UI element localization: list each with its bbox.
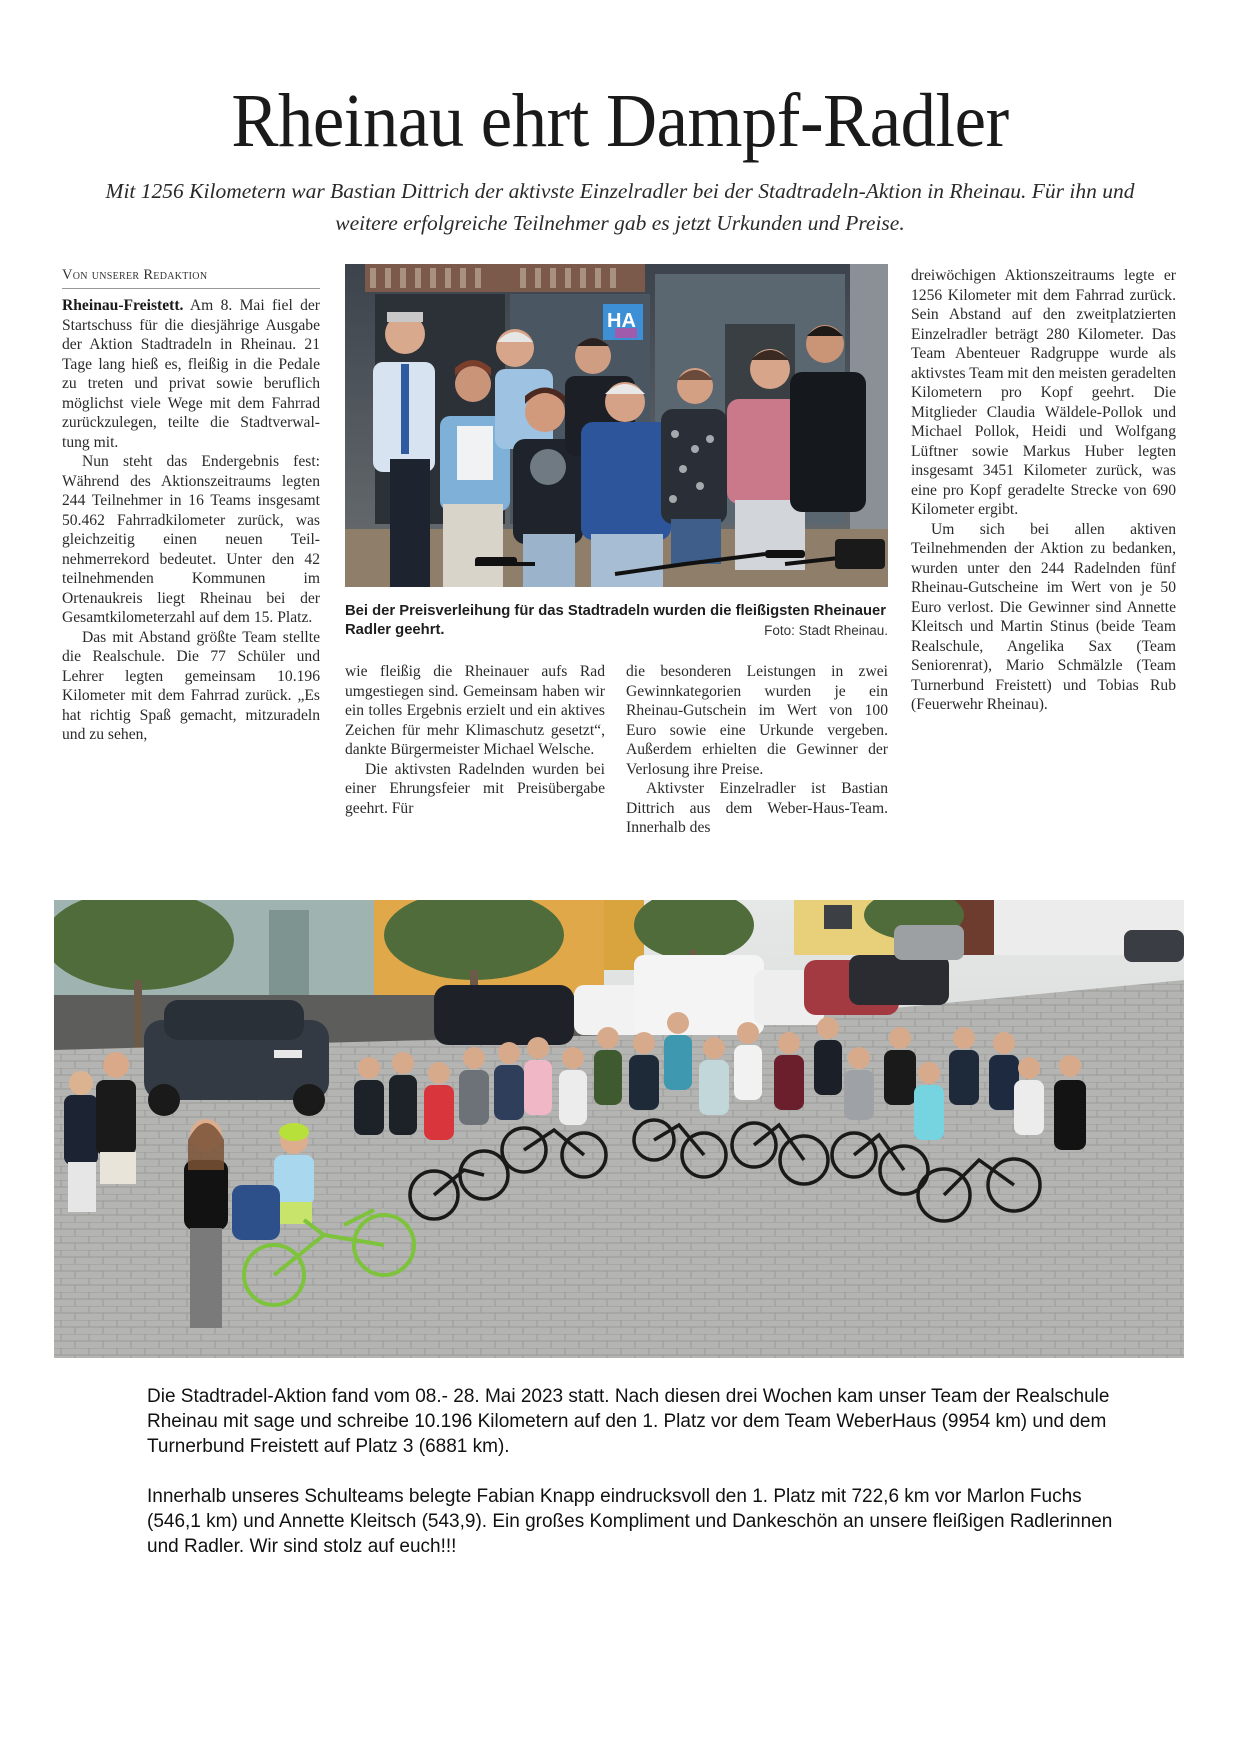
article-paragraph: Die aktivsten Radelnden wurden bei einer Ehrungsfeier mit Preisübergabe geehrt. Für — [345, 760, 605, 817]
article-paragraph: dreiwöchigen Aktionszeitraums legte er 1256 Kilometer mit dem Fahrrad zurück. Sein Abstand auf den zweitplatzierten Einzelradler beträgt 280 Kilometer. Das Team Abenteuer Radgruppe wurde als aktivstes Team mit den meisten geradelten Kilometern pro Kopf geehrt. Die Mitglieder Claudia Wäldele-Pollok und Michael Pollok, Heidi und Wolfgang Lüftner sowie Markus Huber legten insgesamt 3451 Kilometer zurück, was eine pro Kopf geradelte Strecke von 690 Kilometer ergibt. — [911, 267, 1176, 518]
article-column-4 — [911, 266, 1176, 715]
article-paragraph: Das mit Abstand größte Team stellte die Realschule. Die 77 Schüler und Lehrer legten gemeinsam 10.196 Kilometer mit dem Fahrrad zurück. „Es hat richtig Spaß gemacht, mitzuradeln und zu sehen, — [62, 628, 320, 743]
subheadline: Mit 1256 Kilometern war Bastian Dittrich der aktivste Einzelradler bei der Stadtradeln-Aktion in Rheinau. Für ihn und weitere erfolgreiche Teilnehmer gab es jetzt Urkunden und Preise. — [105, 179, 1135, 235]
article-paragraph: wie fleißig die Rheinauer aufs Rad umgestiegen sind. Gemeinsam haben wir ein tolles Ergebnis erzielt und ein aktives Zeichen für mehr Klimaschutz gesetzt“, dankte Bürgermeister Michael Welsche. — [345, 663, 605, 758]
byline: Von unserer Redaktion — [62, 267, 320, 289]
school-team-group-photo-illustration — [54, 900, 1184, 1358]
dateline: Rheinau-Freistett. — [62, 297, 184, 314]
award-ceremony-photo-illustration — [345, 264, 888, 587]
article-paragraph: die besonderen Leistungen in zwei Gewinnkategorien wurden je ein Rheinau-Gutschein im Wert von 100 Euro sowie eine Urkunde vergeben. Außerdem erhielten die Gewinner der Verlosung ihre Preise. — [626, 663, 888, 778]
article-column-3 — [626, 662, 888, 838]
article-paragraph: Um sich bei allen aktiven Teilnehmenden der Aktion zu bedanken, wurden unter den 244 Radelnden fünf Rheinau-Gutscheine im Wert von je 50 Euro verlost. Die Gewinner sind Annette Kleitsch und Martin Stinus (beide Team Realschule, Angelika Sax (Team Seniorenrat), Mario Schmälzle (Team Turnerbund Freistett) und Tobias Rub (Feuerwehr Rheinau). — [911, 520, 1176, 713]
school-note-paragraph: Die Stadtradel-Aktion fand vom 08.- 28. Mai 2023 statt. Nach diesen drei Wochen kam unser Team der Realschule Rheinau mit sage und schreibe 10.196 Kilometern auf den 1. Platz vor dem Team WeberHaus (9954 km) und dem Turnerbund Freistett auf Platz 3 (6881 km). — [147, 1386, 1110, 1457]
building-sign-text: HA — [607, 310, 636, 332]
photo-credit: Foto: Stadt Rheinau. — [764, 623, 888, 638]
photo-caption-text: Bei der Preisverleihung für das Stadtradeln wurden die fleißigsten Rheinauer Radler geehrt. — [345, 603, 887, 638]
article-paragraph — [62, 296, 320, 452]
school-note — [147, 1384, 1127, 1584]
article-column-2 — [345, 662, 605, 818]
paragraph-text: Am 8. Mai fiel der Startschuss für die diesjährige Ausgabe der Aktion Stadtradeln in Rheinau. 21 Tage lang hieß es, fleißig in die Pedale zu treten und privat sowie beruflich möglichst viele Wege mit dem Fahrrad zurückzulegen, teilte die Stadtverwaltung mit. — [62, 297, 320, 451]
article-paragraph: Aktivster Einzelradler ist Bastian Dittrich aus dem Weber-Haus-Team. Innerhalb des — [626, 780, 888, 836]
school-team-group-photo — [54, 900, 1184, 1358]
article-paragraph: Nun steht das Endergebnis fest: Während des Aktionszeitraums legten 244 Teilnehmer in 16 Teams insgesamt 50.462 Fahrradkilometer zurück, was gleichzeitig einen neuen Teilnehmerrekord bedeutet. Unter den 42 teilnehmenden Kommunen im Ortenaukreis liegt Rheinau bei der Gesamtkilometerzahl auf dem 15. Platz. — [62, 453, 320, 626]
school-note-paragraph: Innerhalb unseres Schulteams belegte Fabian Knapp eindrucksvoll den 1. Platz mit 722,6 km vor Marlon Fuchs (546,1 km) und Annette Kleitsch (543,9). Ein großes Kompliment und Dankeschön an unsere fleißigen Radlerinnen und Radler. Wir sind stolz auf euch!!! — [147, 1486, 1113, 1557]
photo-caption — [345, 602, 888, 640]
headline: Rheinau ehrt Dampf-Radler — [231, 79, 1009, 163]
article-column-1 — [62, 296, 320, 745]
award-ceremony-photo — [345, 264, 888, 587]
